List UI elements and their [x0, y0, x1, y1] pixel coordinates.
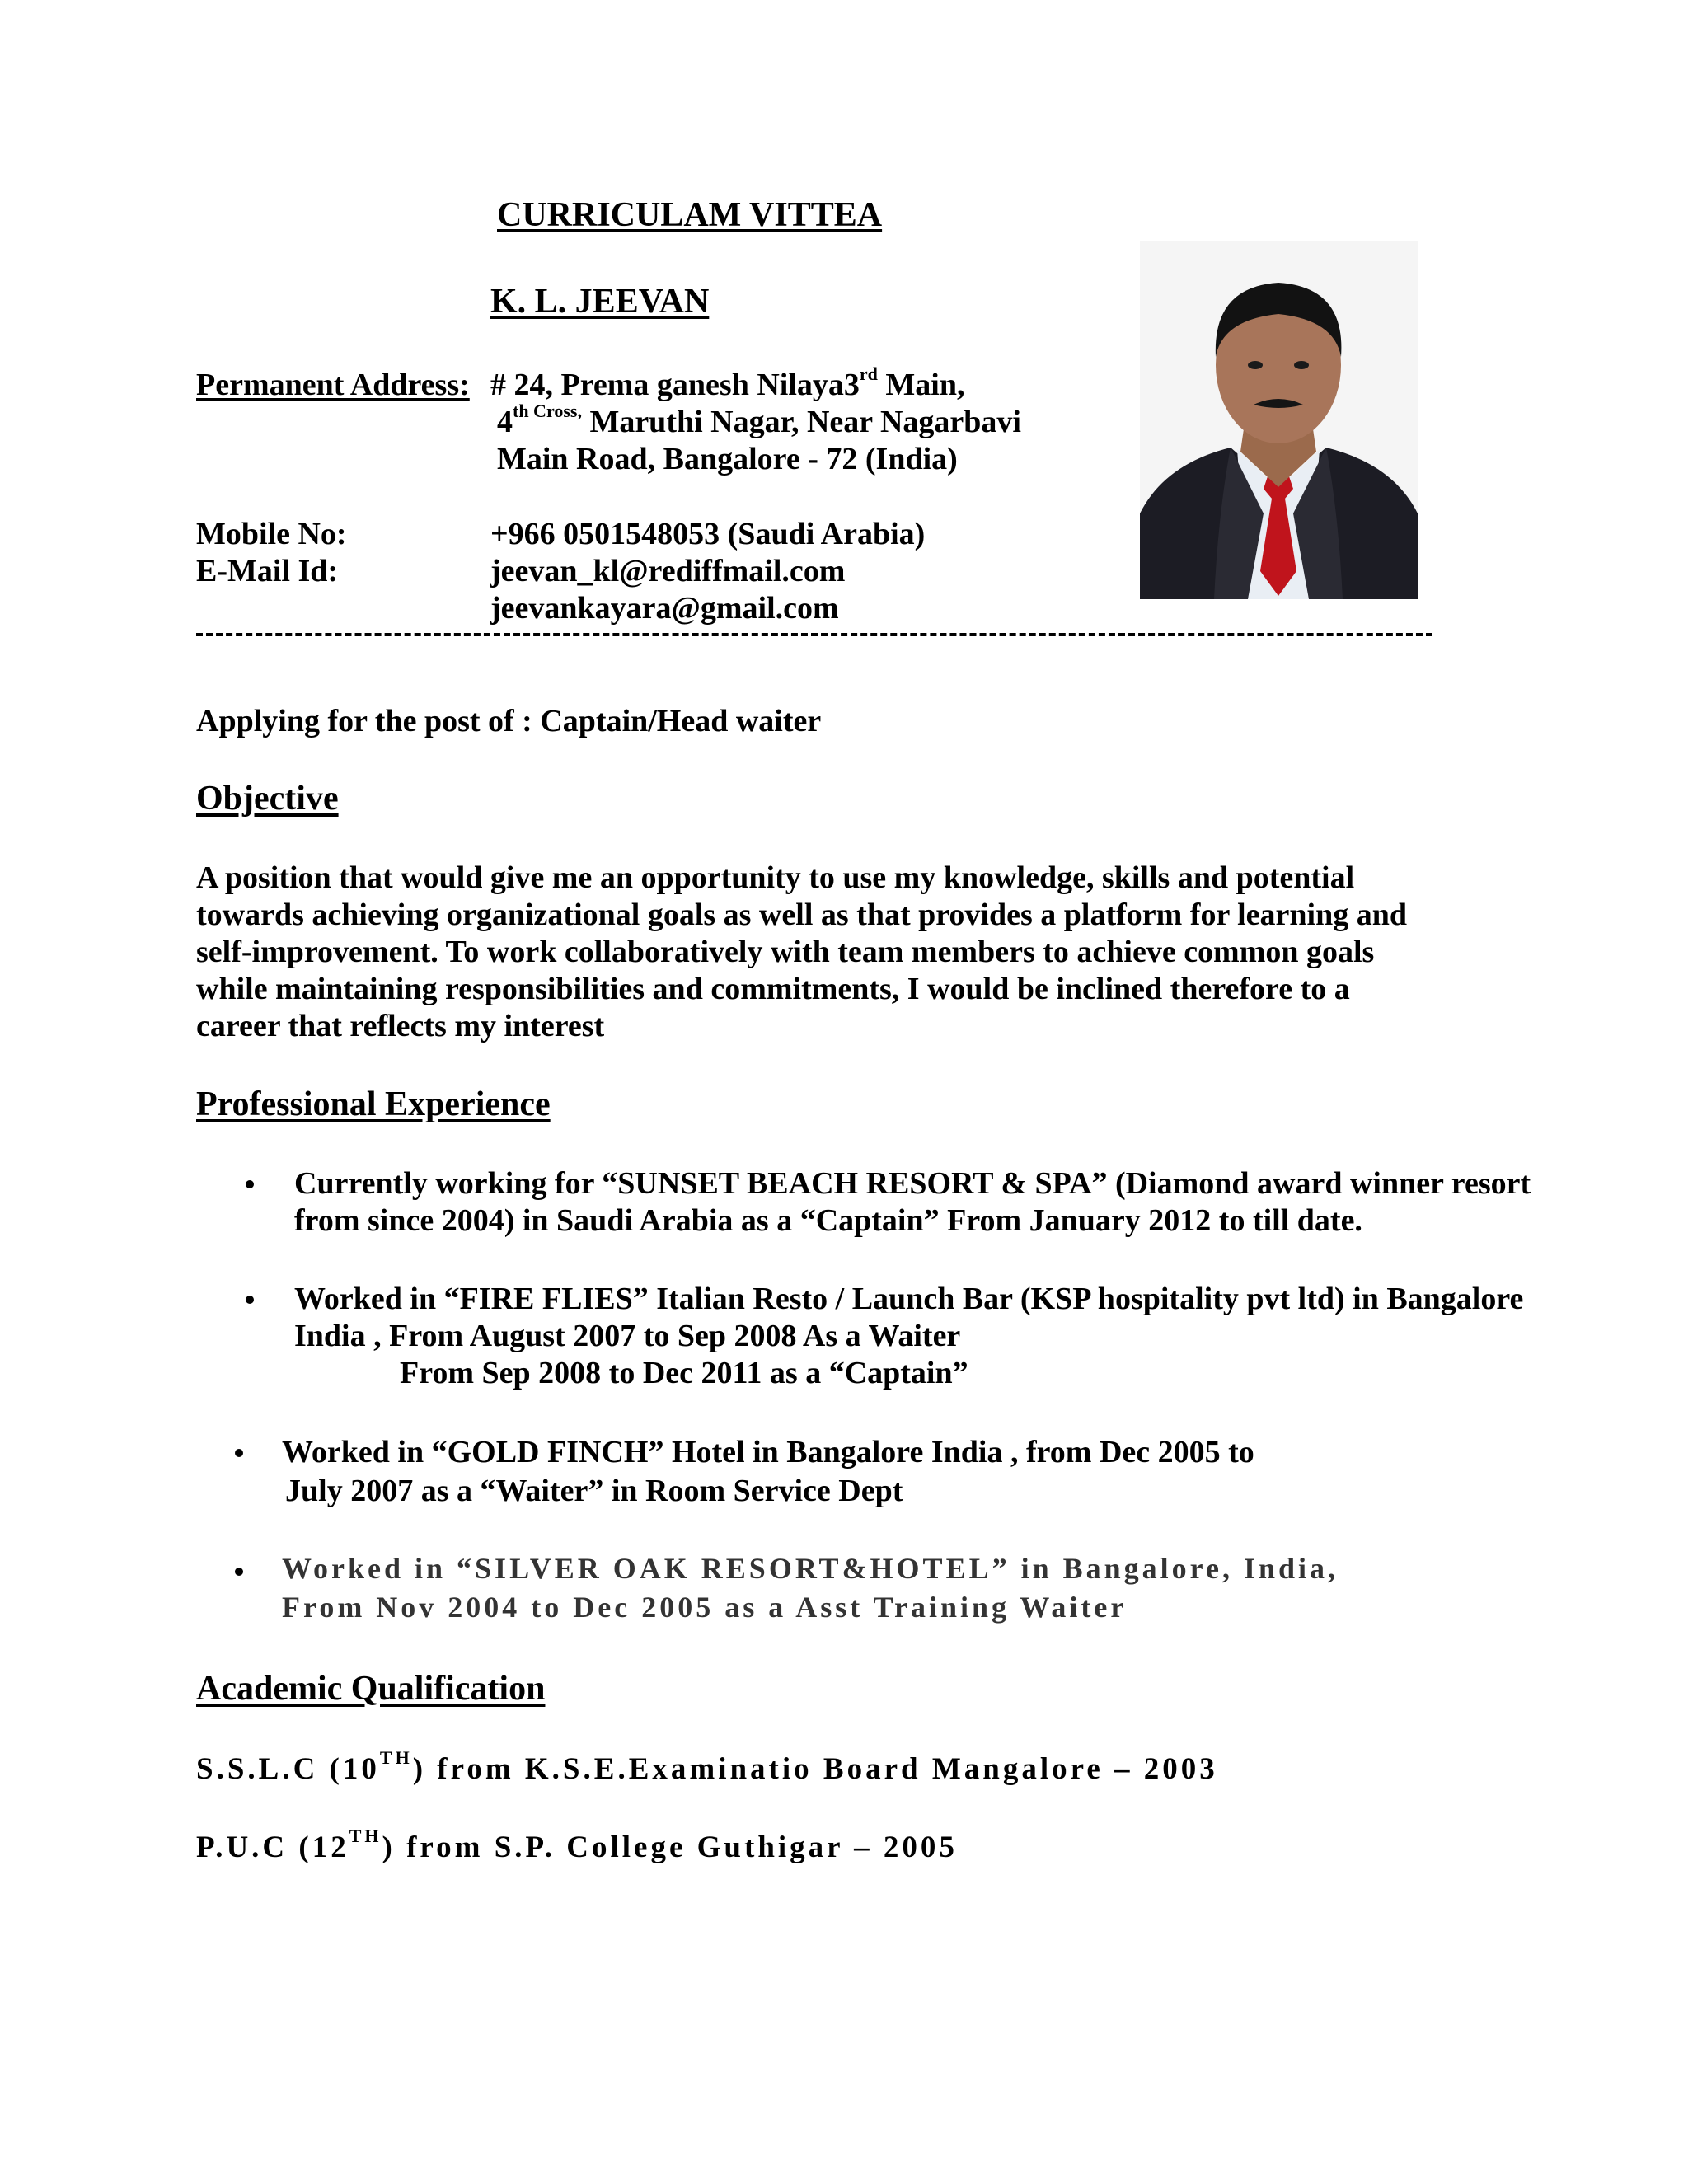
email-primary[interactable]: jeevan_kl@rediffmail.com [490, 554, 846, 588]
address-label: Permanent Address: [196, 368, 470, 402]
experience-item-1-line-2: from since 2004) in Saudi Arabia as a “Captain” From January 2012 to till date. [294, 1203, 1362, 1238]
academic-puc-sup: TH [349, 1825, 382, 1846]
objective-line-4: while maintaining responsibilities and commitments, I would be inclined therefore to a [196, 972, 1350, 1006]
address-line-2-sup: th Cross, [513, 401, 582, 421]
objective-heading: Objective [196, 780, 339, 818]
email-label: E-Mail Id: [196, 554, 339, 588]
experience-item-3-line-2: July 2007 as a “Waiter” in Room Service Dept [285, 1474, 903, 1508]
experience-item-4-line-1: Worked in “SILVER OAK RESORT&HOTEL” in Bangalore, India, [282, 1552, 1339, 1585]
academic-puc-text: P.U.C (12 [196, 1830, 349, 1864]
objective-line-2: towards achieving organizational goals as well as that provides a platform for learning and [196, 898, 1408, 932]
address-line-1-text: # 24, Prema ganesh Nilaya3 [490, 368, 860, 402]
profile-photo [1140, 241, 1418, 599]
objective-line-5: career that reflects my interest [196, 1009, 605, 1043]
bullet-icon [246, 1180, 254, 1188]
academic-sslc-rest: ) from K.S.E.Examinatio Board Mangalore – 2003 [412, 1752, 1218, 1786]
experience-item-2-line-3: From Sep 2008 to Dec 2011 as a “Captain” [400, 1356, 968, 1390]
dashed-divider [196, 633, 1432, 636]
candidate-name: K. L. JEEVAN [490, 283, 710, 321]
objective-line-1: A position that would give me an opportunity to use my knowledge, skills and potential [196, 860, 1355, 895]
experience-item-4-line-2: From Nov 2004 to Dec 2005 as a Asst Training Waiter [282, 1591, 1128, 1624]
address-line-2-text: 4 [497, 405, 513, 439]
experience-heading: Professional Experience [196, 1085, 551, 1123]
experience-item-2-line-2: India , From August 2007 to Sep 2008 As a Waiter [294, 1319, 961, 1353]
academic-sslc-text: S.S.L.C (10 [196, 1752, 380, 1786]
address-line-1-rest: Main, [877, 368, 965, 402]
experience-item-2-line-1: Worked in “FIRE FLIES” Italian Resto / Launch Bar (KSP hospitality pvt ltd) in Bangalore [294, 1282, 1524, 1316]
bullet-icon [235, 1449, 243, 1457]
document-title: CURRICULAM VITTEA [497, 196, 883, 234]
experience-item-1-line-1: Currently working for “SUNSET BEACH RESORT & SPA” (Diamond award winner resort [294, 1166, 1531, 1201]
academic-sslc-sup: TH [379, 1747, 413, 1768]
address-line-3: Main Road, Bangalore - 72 (India) [497, 442, 958, 476]
address-line-1 [490, 363, 965, 403]
mobile-label: Mobile No: [196, 517, 347, 551]
address-line-2-rest: Maruthi Nagar, Near Nagarbavi [581, 405, 1021, 439]
mobile-value: +966 0501548053 (Saudi Arabia) [490, 517, 926, 551]
address-line-2 [497, 401, 1021, 440]
applying-for-post: Applying for the post of : Captain/Head waiter [196, 704, 822, 738]
email-secondary[interactable]: jeevankayara@gmail.com [490, 591, 839, 626]
experience-item-3-line-1: Worked in “GOLD FINCH” Hotel in Bangalore India , from Dec 2005 to [282, 1435, 1254, 1469]
address-line-1-sup: rd [859, 363, 878, 384]
bullet-icon [235, 1568, 243, 1576]
objective-line-3: self-improvement. To work collaboratively with team members to achieve common goals [196, 935, 1375, 969]
academic-heading: Academic Qualification [196, 1670, 546, 1708]
academic-puc [196, 1825, 958, 1865]
academic-sslc [196, 1747, 1218, 1787]
bullet-icon [246, 1296, 254, 1304]
portrait-image [1140, 241, 1418, 599]
academic-puc-rest: ) from S.P. College Guthigar – 2005 [382, 1830, 958, 1864]
